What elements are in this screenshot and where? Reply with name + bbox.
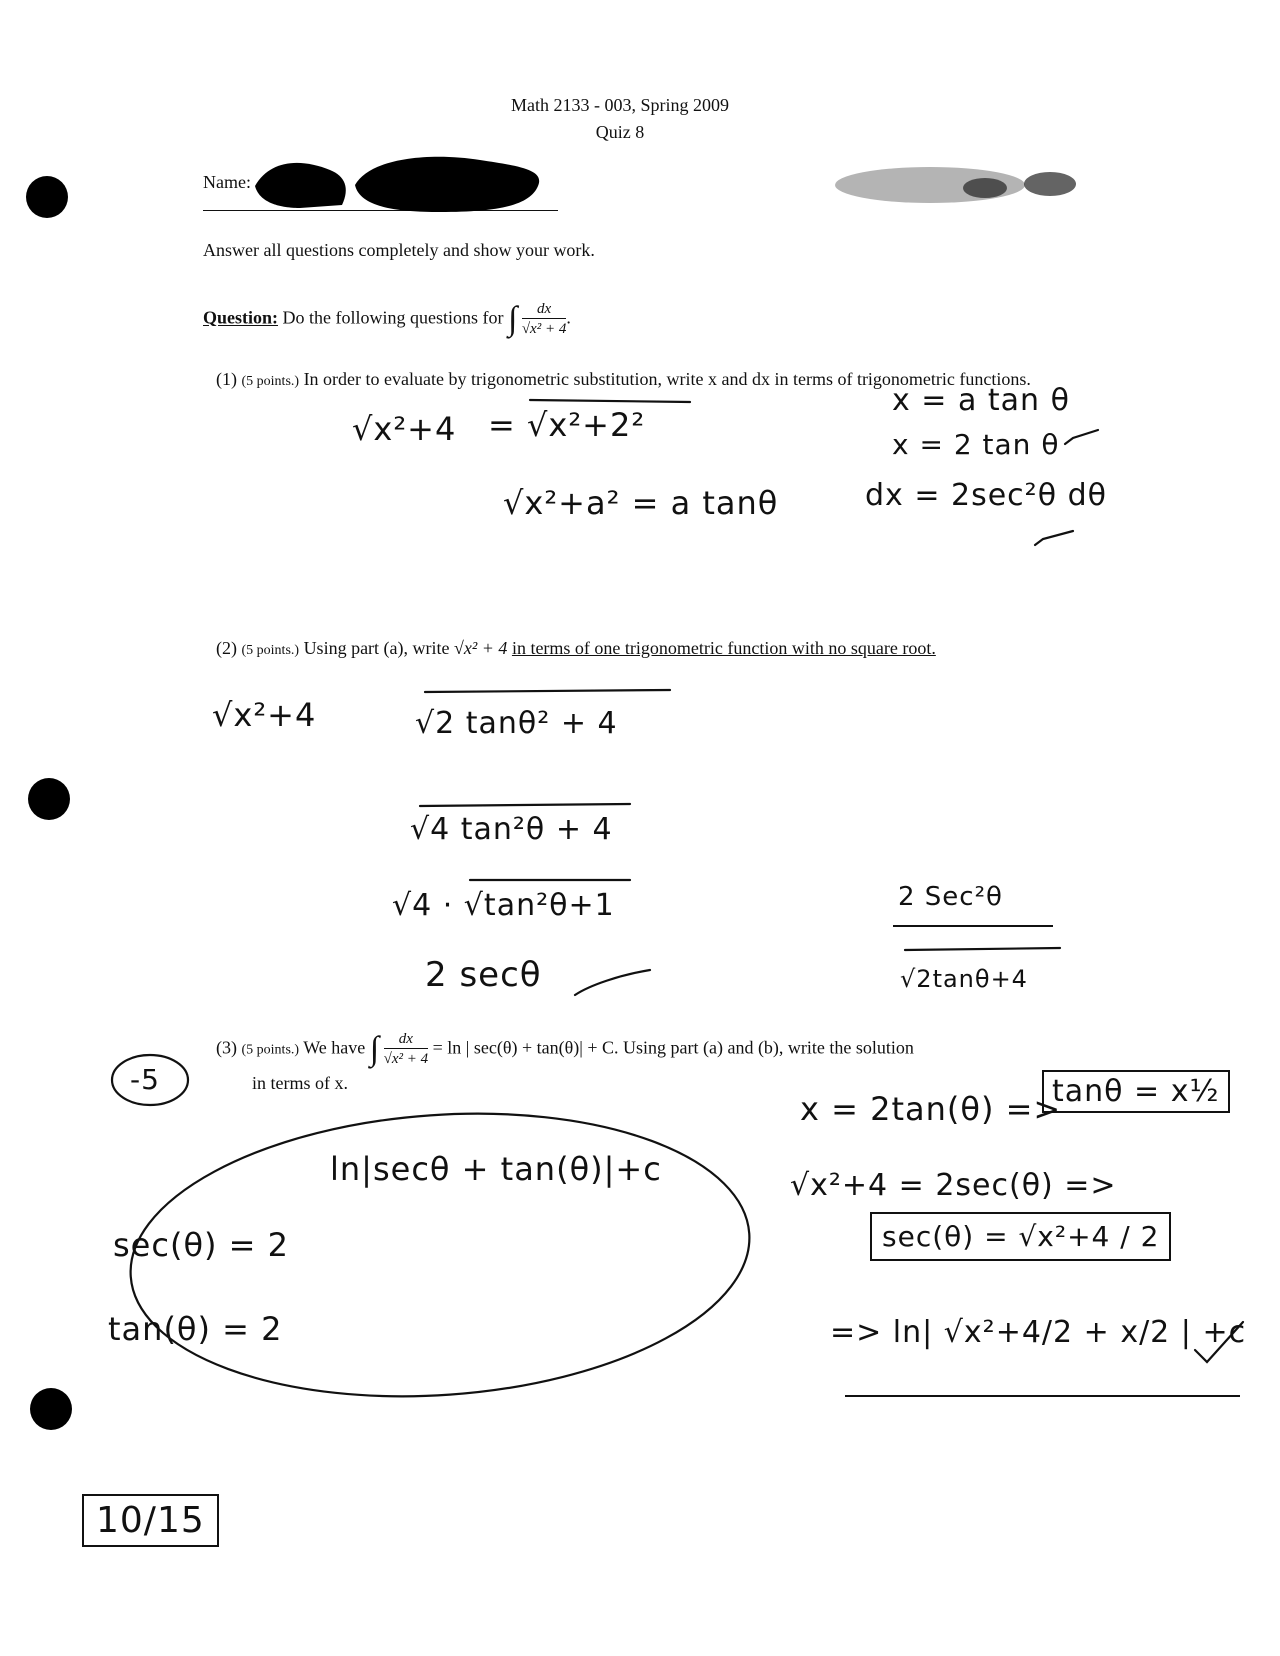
p2-side-num: 2 Sec²θ [898,882,1003,912]
p1-identity: √x²+a² = a tanθ [503,484,779,522]
p2-d: √4 · √tan²θ+1 [392,888,615,923]
part-1-number: (1) [216,369,237,389]
p3-ln: ln|secθ + tan(θ)|+c [330,1150,662,1188]
deduction-circle [112,1055,188,1105]
work-ellipse [121,1094,759,1417]
p3-tan: tan(θ) = 2 [108,1310,283,1348]
p1-sub1: x = a tan θ [892,383,1070,418]
integrand-denominator: √x² + 4 [521,321,567,337]
part-2-points: (5 points.) [241,643,300,658]
part-3-text-after: Using part (a) and (b), write the solution [622,1037,914,1058]
instructions: Answer all questions completely and show your work. [203,240,595,260]
part-3-text-before: We have [303,1037,366,1058]
part-1-text: In order to evaluate by trigonometric substitution, write x and dx in terms of trigonometric functions. [303,369,1031,389]
p3-r1-box: tanθ = x½ [1042,1070,1230,1113]
part-1-points: (5 points.) [241,374,300,389]
part-3-int-den: √x² + 4 [383,1051,429,1067]
question-line: Question: Do the following questions for ∫ $\frac{dx}{\text{√x² + 4}}$ . [203,300,571,338]
p1-dx: dx = 2sec²θ dθ [865,478,1107,513]
score-box: 10/15 [82,1494,219,1547]
part-2-text-after: in terms of one trigonometric function with no square root. [511,638,936,658]
quiz-title: Quiz 8 [595,122,645,142]
p1-sub2: x = 2 tan θ [892,428,1060,461]
part-3-integral-sign: ∫ [369,1030,380,1068]
part-3-points: (5 points.) [241,1042,300,1058]
question-text: Do the following questions for [282,307,504,328]
p3-r4: => ln| √x²+4/2 + x/2 | +c [830,1315,1247,1350]
course-title: Math 2133 - 003, Spring 2009 [511,95,729,115]
question-label: Question: [203,307,279,328]
integrand-numerator: dx [522,300,567,319]
part-2-expr: √x² + 4 [454,638,508,658]
p3-sec: sec(θ) = 2 [113,1226,290,1264]
p2-side-den: √2tanθ+4 [900,965,1028,993]
p2-b: √2 tanθ² + 4 [415,706,618,741]
check-mark-2 [1035,531,1073,545]
integral-sign: ∫ [508,300,518,338]
p3-r2: √x²+4 = 2sec(θ) => [790,1168,1117,1203]
part-3-text-mid: = ln | sec(θ) + tan(θ)| + C. [432,1037,619,1058]
check-mark-4 [1195,1322,1243,1362]
p2-a: √x²+4 [212,696,317,734]
part-3-number: (3) [216,1037,237,1058]
part-3-int-num: dx [384,1030,429,1049]
check-mark-3 [575,970,650,995]
p3-r1: x = 2tan(θ) => [800,1090,1062,1128]
p1-eq: = √x²+2² [488,406,646,444]
check-mark-1 [1065,430,1098,444]
p1-sqrt-left: √x²+4 [352,410,457,448]
p3-deduction: -5 [130,1063,160,1096]
p2-c: √4 tan²θ + 4 [410,812,613,847]
p2-e: 2 secθ [425,955,542,995]
part-2-number: (2) [216,638,237,658]
p3-r3-box: sec(θ) = √x²+4 / 2 [870,1212,1171,1261]
name-label: Name: [203,172,251,192]
part-2-text-before: Using part (a), write [303,638,450,658]
part-3-line2: in terms of x. [252,1073,348,1093]
